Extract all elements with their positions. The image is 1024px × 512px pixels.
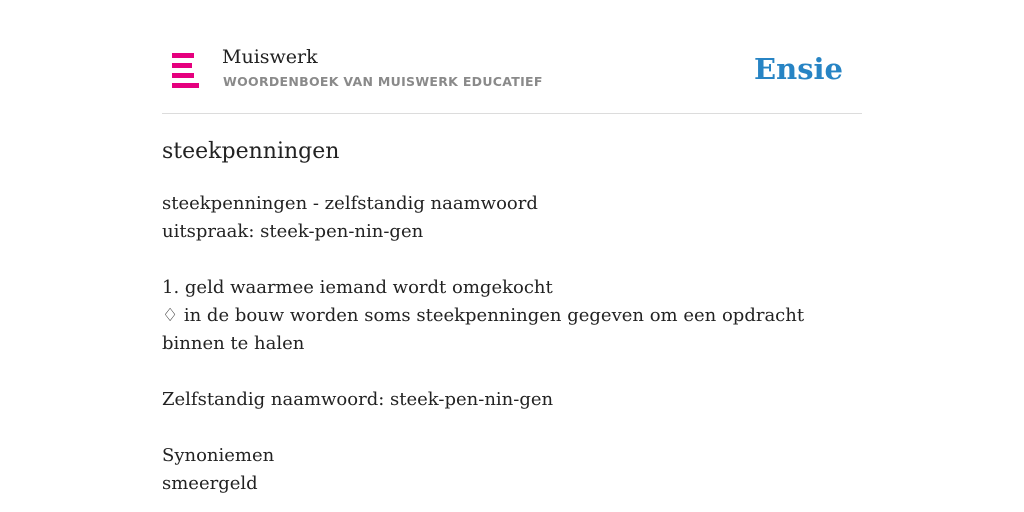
example-sentence: ♢ in de bouw worden soms steekpenningen gegeven om een opdracht binnen te halen xyxy=(162,305,805,354)
spacer xyxy=(162,358,862,386)
synonym-item: smeergeld xyxy=(162,473,258,494)
page xyxy=(162,0,862,494)
site-header xyxy=(162,0,862,114)
entry-title: steekpenningen xyxy=(162,139,340,164)
entry-content xyxy=(162,190,862,498)
part-of-speech-line: steekpenningen - zelfstandig naamwoord xyxy=(162,193,538,214)
muiswerk-logo-icon[interactable] xyxy=(172,53,200,89)
ensie-logo-link[interactable]: Ensie xyxy=(754,52,843,86)
spacer xyxy=(162,414,862,442)
spacer xyxy=(162,246,862,274)
site-name[interactable]: Muiswerk xyxy=(222,46,318,68)
definition-line: 1. geld waarmee iemand wordt omgekocht xyxy=(162,277,553,298)
synonyms-heading: Synoniemen xyxy=(162,445,275,466)
pronunciation-line: uitspraak: steek-pen-nin-gen xyxy=(162,221,424,242)
hyphenation-line: Zelfstandig naamwoord: steek-pen-nin-gen xyxy=(162,389,554,410)
site-subtitle: WOORDENBOEK VAN MUISWERK EDUCATIEF xyxy=(223,74,543,89)
